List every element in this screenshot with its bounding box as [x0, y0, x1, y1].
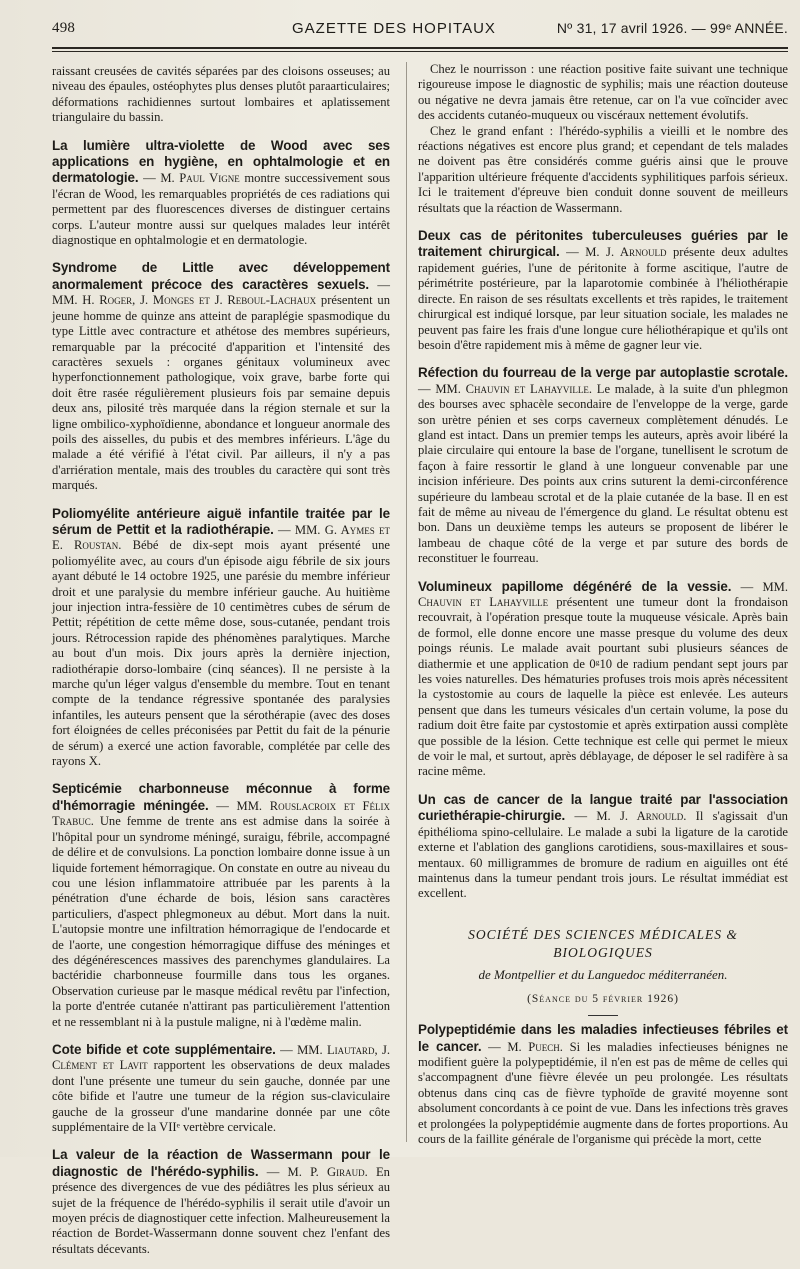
article-title: La lumière ultra-violette de Wood avec ses applications en hygiène, en ophtalmologie et en dermatologie. — [52, 137, 390, 186]
article-body: Il s'agissait d'un épithélioma spino-cellulaire. Le malade a subi la ligature de la carotide externe et l'ablation des ganglions carotidiens, sous-maxillaires et sous-mentaux. 60 milligrammes de bromure de radium en aiguilles ont été maintenus dans la tumeur pendant trois jours. Le résultat immédiat est excellent. — [418, 809, 788, 901]
article-authors: MM. G. Aymes et E. Roustan. — [52, 522, 391, 553]
article-peritonitis: Deux cas de péritonites tuberculeuses guéries par le traitement chirurgical. — M. J. Arnould présente deux adultes rapidement guéries, l'une de péritonite à forme ascitique, l'autre de périmétrite postérieure, par la laparotomie combinée à l'héliothérapie directe. En raison de ses résultats excellents et très rapides, le traitement chirurgical est indiqué lorsque, par leur situation sociale, les malades ne peuvent pas faire les frais d'une longue cure héliothérapique et qu'ils ont besoin d'être rapidement mis à même de gagner leur vie. — [418, 228, 789, 352]
article-authors: M. J. Arnould — [585, 245, 667, 260]
page-header — [52, 18, 788, 46]
article-authors: MM. H. Roger, J. Monges et J. Reboul-Lachaux — [52, 293, 317, 308]
wassermann-continuation — [418, 62, 788, 216]
article-authors: MM. Rouslacroix et Félix Trabuc. — [52, 798, 391, 829]
session-date: (Séance du 5 février 1926) — [527, 992, 679, 1005]
article-wassermann: La valeur de la réaction de Wassermann pour le diagnostic de l'hérédo-syphilis. — M. P. Giraud. En présence des divergences de vue des pédiâtres les plus sérieux au sujet de la fréquence de l'hérédo-syphilis il serait utile d'avoir un moyen précis de diagnostiquer cette infection. Malheureusement la réaction de Bordet-Wassermann donne souvent chez l'enfant des résultats décevants. — [52, 1147, 390, 1256]
journal-title: GAZETTE DES HOPITAUX — [292, 20, 496, 37]
article-title: Un cas de cancer de la langue traité par l'association curiethérapie-chirurgie. — [418, 791, 788, 824]
left-column — [52, 64, 390, 1269]
issue-info: Nº 31, 17 avril 1926. — 99ᵉ ANNÉE. — [556, 20, 788, 36]
article-title: Volumineux papillome dégénéré de la vessie. — [418, 578, 732, 594]
page-number: 498 — [52, 20, 76, 36]
article-body: Bébé de dix-sept mois ayant présenté une poliomyélite avec, au cours d'un épisode aigu fébrile de six jours ayant débuté le 14 octobre 1925, une parésie du membre inférieur droit et une paralysie du membre inférieur gauche. Au huitième jour injection intra-fessière de 10 centimètres cubes de sérum de Pettit; répétition de cette même dose, sous-cutanée, pendant trois jours. Rétrocession rapide des phénomènes paralytiques. Marche au bout d'un mois. Dix jours après la dernière injection, radiothérapie dorso-lombaire (cinq séances). Il ne persiste à la marche qu'un léger valgus d'ensemble du membre. Tout en tenant compte de la tendance régressive spontanée des paralysies infantiles, les auteurs pensent que la sérothérapie (avec des doses fort éloignées de celles préconisées par Pettit du fait de la pénurie de sérum) a exercé une action favorable, complétée par celle des rayons X. — [52, 538, 390, 769]
article-title: Poliomyélite antérieure aiguë infantile traitée par le sérum de Pettit et la radiothérapie. — [52, 505, 390, 537]
section-rule — [588, 1015, 618, 1016]
column-divider — [406, 62, 407, 1142]
intro-paragraph: raissant creusées de cavités séparées par des cloisons osseuses; au niveau des épaules, ostéophytes plus denses plutôt paraarticulaires; déformations rachidiennes surtout lombaires et aplatissement triangulaire du bassin. — [52, 64, 390, 125]
society-location: de Montpellier et du Languedoc méditerranéen. — [478, 966, 728, 982]
article-title: Septicémie charbonneuse méconnue à forme d'hémorragie méningée. — [52, 781, 390, 813]
article-title: Syndrome de Little avec développement anormalement précoce des caractères sexuels. — [52, 260, 390, 292]
article-polypeptidemia: Polypeptidémie dans les maladies infectieuses fébriles et le cancer. — M. Puech. Si les maladies infectieuses bénignes ne modifient guère la polypeptidémie, il n'en est pas de même de celles qui s'accompagnent d'une fièvre élevée un peu prolongée. Les résultats obtenus dans cinq cas de fièvre typhoïde de gravité moyenne sont absolument concordants à ce point de vue. Dans les infections très graves et prolongées la polypeptidémie augmente dans de fortes proportions. Au cours de la faillite générale de l'organisme qui précède la mort, cette — [418, 1022, 789, 1146]
header-rule-thin — [52, 51, 788, 52]
article-title: La valeur de la réaction de Wassermann pour le diagnostic de l'hérédo-syphilis. — [52, 1147, 390, 1179]
article-scrotal-autoplasty: Réfection du fourreau de la verge par autoplastie scrotale. — MM. Chauvin et Lahayville. Le malade, à la suite d'un phlegmon des bourses avec sphacèle secondaire de l'enveloppe de la verge, garde son urètre pénien et ses corps caverneux complètement dénudés. Le gland est intact. Dans un premier temps les auteurs, après avoir libéré la plaie circulaire qui entoure la base de l'organe, tunellisent le scrotum de façon à faire ressortir le gland à une longueur convenable par une incision inférieure. Des points aux crins suturent la demi-circonférence supérieure du lambeau scrotal et de la plaie cutanée de la base. Il en est fait de même au niveau de l'émergence du gland. Le résultat obtenu est bon. Dans un deuxième temps les auteurs se proposent de libérer le lambeau de chaque côté de la verge et par suture des bords de reconstituer le fourreau. — [418, 365, 788, 566]
article-authors: M. Puech. — [507, 1039, 563, 1054]
article-body: En présence des divergences de vue des pédiâtres les plus sérieux au sujet de la fréquence de l'hérédo-syphilis il serait utile d'avoir un moyen précis de diagnostiquer cette infection. Malheureusement la réaction de Bordet-Wassermann donne souvent chez l'enfant des résultats décevants. — [52, 1164, 390, 1256]
paragraph: Chez le nourrisson : une réaction positive faite suivant une technique rigoureuse impose le diagnostic de syphilis; mais une réaction douteuse ou négative ne devra jamais être retenue, car on l'a vue coïncider avec des accidents cutanéo-muqueux ou viscéraux nettement évolutifs. — [418, 62, 788, 123]
article-authors: M. Paul Vigne — [160, 171, 240, 186]
article-body: présente deux adultes rapidement guéries, l'une de péritonite à forme ascitique, l'autre de périmétrite postérieure, par la laparotomie combinée à l'héliothérapie directe. En raison de ses résultats excellents et très rapides, le traitement chirurgical est indiqué lorsque, par leur situation sociale, les malades ne peuvent pas faire les frais d'une longue cure héliothérapique et qu'ils ont besoin d'être rapidement mis à même de gagner leur vie. — [418, 245, 789, 352]
article-authors: MM. Liautard, J. Clément et Lavit — [52, 1042, 390, 1073]
article-wood-light: La lumière ultra-violette de Wood avec ses applications en hygiène, en ophtalmologie et en dermatologie. — M. Paul Vigne montre successivement sous l'écran de Wood, les remarquables propriétés de ces radiations qui permettent par des fluorescences diverses de distinguer certains corps. L'auteur montre aussi sur quelques malades leur intérêt diagnostique en ophtalmologie et en dermatologie. — [52, 137, 391, 248]
article-title: Cote bifide et cote supplémentaire. — [52, 1041, 276, 1057]
society-heading — [418, 926, 788, 1016]
article-little-syndrome: Syndrome de Little avec développement anormalement précoce des caractères sexuels. — MM. H. Roger, J. Monges et J. Reboul-Lachaux présentent un jeune homme de quinze ans atteint de paraplégie spasmodique du type Little avec contracture et athétose des membres supérieurs, remarquable par la précocité d'apparition et l'intensité des caractères sexuels : organes génitaux volumineux avec hyperfonctionnement pathologique, voix grave, barbe forte qui doit être rasée régulièrement plusieurs fois par semaine depuis deux ans, pilosité très marquée dans la région sternale et sur la ligne ombilico-xyphoïdienne, abondance et longueur anormale des poils des aisselles, du pubis et des membres inférieurs. L'âge du malade a été vérifié à l'état civil. Par ailleurs, il n'y a pas d'arriération mentale, mais des troubles du caractère qui sont très marqués. — [52, 260, 390, 493]
article-poliomyelitis: Poliomyélite antérieure aiguë infantile traitée par le sérum de Pettit et la radiothérapie. — MM. G. Aymes et E. Roustan. Bébé de dix-sept mois ayant présenté une poliomyélite avec, au cours d'un épisode aigu fébrile de six jours ayant débuté le 14 octobre 1925, une parésie du membre inférieur droit et une paralysie du membre inférieur gauche. Au huitième jour injection intra-fessière de 10 centimètres cubes de sérum de Pettit; répétition de cette même dose, sous-cutanée, pendant trois jours. Rétrocession rapide des phénomènes paralytiques. Marche au bout d'un mois. Dix jours après la dernière injection, radiothérapie dorso-lombaire (cinq séances). Il ne persiste à la marche qu'un léger valgus d'ensemble du membre. Tout en tenant compte de la tendance régressive spontanée des paralysies infantiles, les auteurs pensent que la sérothérapie (avec des doses fort éloignées de celles préconisées par Pettit du fait de la pénurie de sérum) a exercé une action favorable, complétée par celle des rayons X. — [52, 505, 391, 769]
article-body: présentent une tumeur dont la frondaison recouvrait, à l'opération presque toute la muqueuse vésicale. Après bain de formol, elle donne encore une masse presque du volume des deux poings réunis. Le malade avait pourtant subi plusieurs séances de diathermie et une application de 0ᵍ10 de radium pendant sept jours par les voies naturelles. Des hématuries profuses trois mois après nécessitent la cystostomie au cours de laquelle la pièce est enlevée. Les auteurs pensent que dans les tumeurs vésicales d'un certain volume, la pose du radium doit être faite par cystostomie et après extirpation aussi complète que possible de la lésion. Cette technique est celle qui permet le mieux de voir le mal, et surtout, après déblayage, de déposer le sel radifère à sa racine même. — [418, 595, 788, 779]
article-authors: M. P. Giraud. — [287, 1164, 368, 1179]
article-title: Deux cas de péritonites tuberculeuses guéries par le traitement chirurgical. — [418, 228, 788, 260]
article-body: Une femme de trente ans est admise dans la soirée à l'hôpital pour un syndrome méningé, suraigu, fébrile, accompagné de délire et de convulsions. La ponction lombaire donne issue à un liquide fortement hémorragique. On constate en outre au niveau du cou une lésion inflammatoire attribuée par les parents à la pénétration d'une écharde de bois, lésion sans caractères particuliers, d'aspect phlegmoneux au début. Mort dans la nuit. L'autopsie montre une infiltration hémorragique de l'endocarde et de l'aorte, une congestion hémorragique diffuse des méninges et des dégénérescences massives des parenchymes glandulaires. La bactéridie charbonneuse fourmille dans tous les organes. Observation curieuse par le masque médical revêtu par l'infection, la porte d'entrée cutanée n'attirant pas particulièrement l'attention et ne ressemblant ni à la pustule maligne, ni à l'œdème malin. — [52, 814, 390, 1029]
paragraph: Chez le grand enfant : l'hérédo-syphilis a vieilli et le nombre des réactions négatives est encore plus grand; et cependant de tels malades ne doivent pas être considérés comme guéris ainsi que le prouve l'apparition ultérieure fréquente d'accidents syphilitiques parfois sérieux. Ici le traitement d'épreuve bien conduit donne souvent de meilleurs résultats que la réaction de Wassermann. — [418, 123, 788, 215]
article-body: présentent un jeune homme de quinze ans atteint de paraplégie spasmodique du type Little avec contracture et athétose des membres supérieurs, remarquable par la précocité d'apparition et l'intensité des caractères sexuels : organes génitaux volumineux avec hyperfonctionnement pathologique, voix grave, barbe forte qui doit être rasée régulièrement plusieurs fois par semaine depuis deux ans, pilosité très marquée dans la région sternale et sur la ligne ombilico-xyphoïdienne, abondance et longueur anormale des poils des aisselles, du pubis et des membres inférieurs. L'âge du malade a été vérifié à l'état civil. Par ailleurs, il n'y a pas d'arriération mentale, mais des troubles du caractère qui sont très marqués. — [52, 293, 390, 493]
header-rule-thick — [52, 47, 788, 49]
article-anthrax-septicemia: Septicémie charbonneuse méconnue à forme d'hémorragie méningée. — MM. Rouslacroix et Félix Trabuc. Une femme de trente ans est admise dans la soirée à l'hôpital pour un syndrome méningé, suraigu, fébrile, accompagné de délire et de convulsions. La ponction lombaire donne issue à un liquide fortement hémorragique. On constate en outre au niveau du cou une lésion inflammatoire attribuée par les parents à la pénétration d'une écharde de bois, lésion sans caractères particuliers, d'aspect phlegmoneux au début. Mort dans la nuit. L'autopsie montre une infiltration hémorragique de l'endocarde et de l'aorte, une congestion hémorragique diffuse des méninges et des dégénérescences massives des parenchymes glandulaires. La bactéridie charbonneuse fourmille dans tous les organes. Observation curieuse par le masque médical revêtu par l'infection, la porte d'entrée cutanée n'attirant pas particulièrement l'attention et ne ressemblant ni à la pustule maligne, ni à l'œdème malin. — [52, 781, 391, 1029]
article-authors: MM. Chauvin et Lahayville — [418, 579, 788, 609]
article-title: Réfection du fourreau de la verge par autoplastie scrotale. — [418, 365, 788, 381]
article-authors: MM. Chauvin et Lahayville. — [435, 381, 593, 396]
article-body: Le malade, à la suite d'un phlegmon des bourses avec sphacèle secondaire de l'enveloppe de la verge, garde son urètre pénien et ses corps caverneux complètement dénudés. Le gland est intact. Dans un premier temps les auteurs, après avoir libéré la plaie circulaire qui entoure la base de l'organe, tunellisent le scrotum de façon à faire ressortir le gland à une longueur convenable par une incision inférieure. Des points aux crins suturent la demi-circonférence supérieure du lambeau scrotal et de la plaie cutanée de la base. Il en est fait de même au niveau de l'émergence du gland. Le résultat obtenu est bon. Dans un deuxième temps les auteurs se proposent de libérer le lambeau de chaque côté de la verge et par suture des bords de reconstituer le fourreau. — [418, 381, 788, 566]
article-tongue-cancer: Un cas de cancer de la langue traité par l'association curiethérapie-chirurgie. — M. J. Arnould. Il s'agissait d'un épithélioma spino-cellulaire. Le malade a subi la ligature de la carotide externe et l'ablation des ganglions carotidiens, sous-maxillaires et sous-mentaux. 60 milligrammes de bromure de radium en aiguilles ont été maintenus dans la tumeur pendant trois jours. Le résultat immédiat est excellent. — [418, 791, 788, 901]
article-authors: M. J. Arnould. — [596, 809, 687, 824]
article-body: Si les maladies infectieuses bénignes ne modifient guère la polypeptidémie, il n'en est pas de même de celles qui s'accompagnent d'une fièvre élevée un peu prolongée. Les résultats obtenus dans cinq cas de fièvre typhoïde de gravité moyenne sont absolument concordants à ce point de vue. Dans les infections très graves et prolongées la polypeptidémie augmente dans de fortes proportions. Au cours de la faillite générale de l'organisme qui précède la mort, cette — [418, 1039, 789, 1146]
right-column — [418, 62, 788, 1159]
article-title: Polypeptidémie dans les maladies infectieuses fébriles et le cancer. — [418, 1022, 788, 1054]
article-body: rapportent les observations de deux malades dont l'une présente une tumeur du sein gauche, donnée par une côte bifide et l'autre une tumeur de la région sus-claviculaire gauche de la grosseur d'une mandarine donnée par une côte supplémentaire de la VIIᵉ vertèbre cervicale. — [52, 1058, 390, 1134]
article-bladder-papilloma: Volumineux papillome dégénéré de la vessie. — MM. Chauvin et Lahayville présentent une tumeur dont la frondaison recouvrait, à l'opération presque toute la muqueuse vésicale. Après bain de formol, elle donne encore une masse presque du volume des deux poings réunis. Le malade avait pourtant subi plusieurs séances de diathermie et une application de 0ᵍ10 de radium pendant sept jours par les voies naturelles. Des hématuries profuses trois mois après nécessitent la cystostomie au cours de laquelle la pièce est enlevée. Les auteurs pensent que dans les tumeurs vésicales d'un certain volume, la pose du radium doit être faite par cystostomie et après extirpation aussi complète que possible de la lésion. Cette technique est celle qui permet le mieux de voir le mal, et surtout, après déblayage, de déposer le sel radifère à sa racine même. — [418, 578, 788, 779]
society-name: SOCIÉTÉ DES SCIENCES MÉDICALES & BIOLOGIQUES — [468, 926, 738, 960]
article-bifid-rib: Cote bifide et cote supplémentaire. — MM. Liautard, J. Clément et Lavit rapportent les observations de deux malades dont l'une présente une tumeur du sein gauche, donnée par une côte bifide et l'autre une tumeur de la région sus-claviculaire gauche de la grosseur d'une mandarine donnée par une côte supplémentaire de la VIIᵉ vertèbre cervicale. — [52, 1041, 390, 1134]
article-body: montre successivement sous l'écran de Wood, les remarquables propriétés de ces radiations qui permettent par des fluorescences diverses de distinguer certains corps. L'auteur montre aussi sur quelques malades leur intérêt diagnostique en ophtalmologie et en dermatologie. — [52, 171, 391, 248]
